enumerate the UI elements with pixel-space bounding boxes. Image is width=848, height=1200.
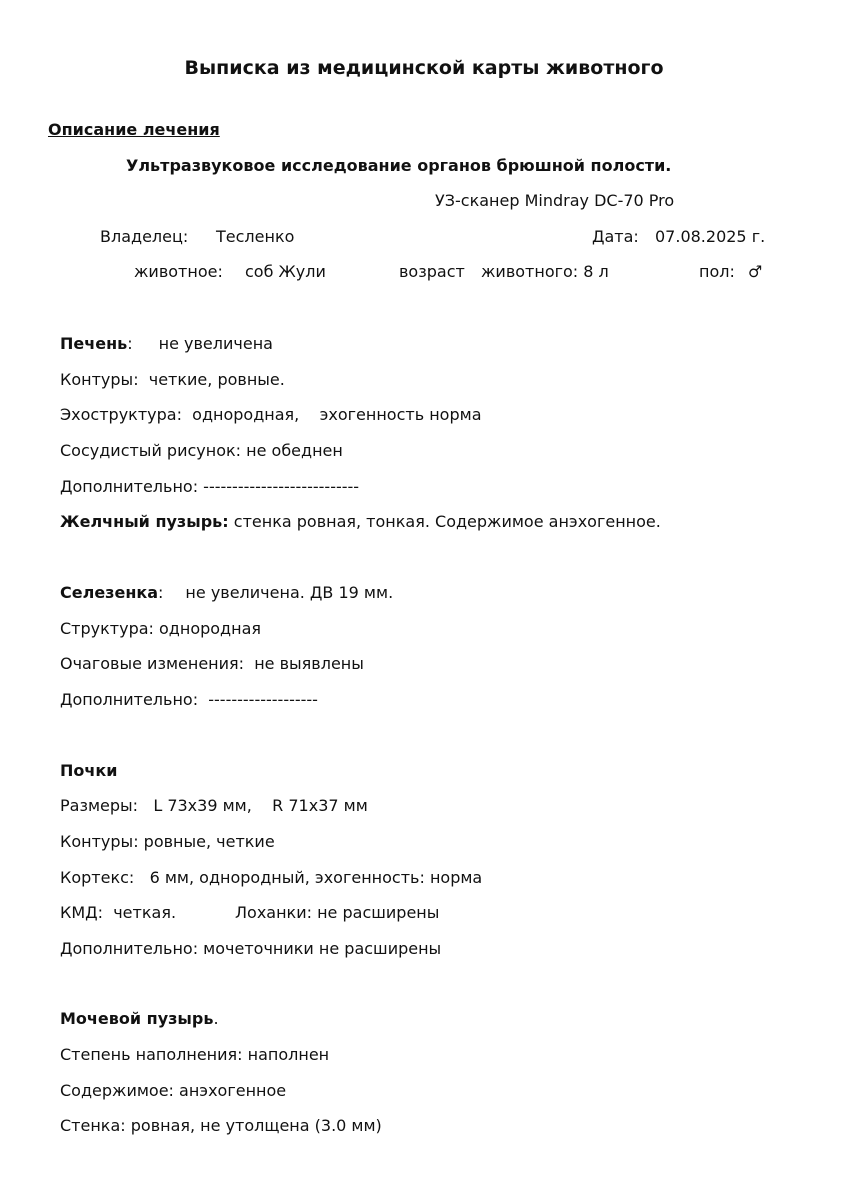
kidneys-heading: Почки [60,761,118,780]
kidneys-contours: Контуры: ровные, четкие [60,832,275,851]
spleen-structure: Структура: однородная [60,619,262,638]
bladder-filling: Степень наполнения: наполнен [60,1045,330,1064]
kidneys-sizes: Размеры: L 73x39 мм, R 71x37 мм [60,796,368,815]
bladder-wall: Стенка: ровная, не утолщена (3.0 мм) [60,1116,382,1135]
spleen-focal-changes: Очаговые изменения: не выявлены [60,654,364,673]
procedure-title: Ультразвуковое исследование органов брюшной полости. [126,156,672,175]
gallbladder-label: Желчный пузырь: [60,512,229,531]
gallbladder-value: стенка ровная, тонкая. Содержимое анэхогенное. [233,512,661,531]
bladder-heading: Мочевой пузырь [60,1009,214,1028]
age-label: возраст [399,262,465,281]
bladder-heading-row [60,1009,219,1029]
sex-label: пол: [699,262,735,281]
liver-contours: Контуры: четкие, ровные. [60,370,285,389]
spleen-heading-colon: : [158,583,164,602]
owner-value: Тесленко [216,227,295,246]
bladder-contents: Содержимое: анэхогенное [60,1081,287,1100]
owner-label: Владелец: [100,227,189,246]
date-label: Дата: [592,227,639,246]
date-value: 07.08.2025 г. [655,227,766,246]
age-value: животного: 8 л [481,262,609,281]
spleen-heading: Селезенка [60,583,159,602]
liver-heading-colon: : [127,334,133,353]
spleen-additional: Дополнительно: ------------------- [60,690,318,709]
scanner-model: УЗ-сканер Mindray DC-70 Pro [435,191,675,210]
kidneys-pelvis: Лоханки: не расширены [235,903,440,922]
kidneys-kmd: КМД: четкая. [60,903,177,922]
liver-heading: Печень [60,334,128,353]
kidneys-cortex: Кортекс: 6 мм, однородный, эхогенность: норма [60,868,483,887]
spleen-heading-row [60,583,393,603]
animal-label: животное: [134,262,223,281]
liver-additional: Дополнительно: --------------------------- [60,477,360,496]
animal-value: соб Жули [245,262,326,281]
treatment-description-heading: Описание лечения [48,120,220,139]
liver-echostructure: Эхоструктура: однородная, эхогенность норма [60,405,482,424]
spleen-size: не увеличена. ДВ 19 мм. [185,583,394,602]
liver-size: не увеличена [158,334,273,353]
kidneys-additional: Дополнительно: мочеточники не расширены [60,939,442,958]
bladder-heading-period: . [213,1009,219,1028]
liver-vascular: Сосудистый рисунок: не обеднен [60,441,343,460]
liver-heading-row [60,334,273,354]
gallbladder-row [60,512,661,532]
male-sex-icon: ♂ [748,262,763,281]
document-title: Выписка из медицинской карты животного [184,57,664,79]
